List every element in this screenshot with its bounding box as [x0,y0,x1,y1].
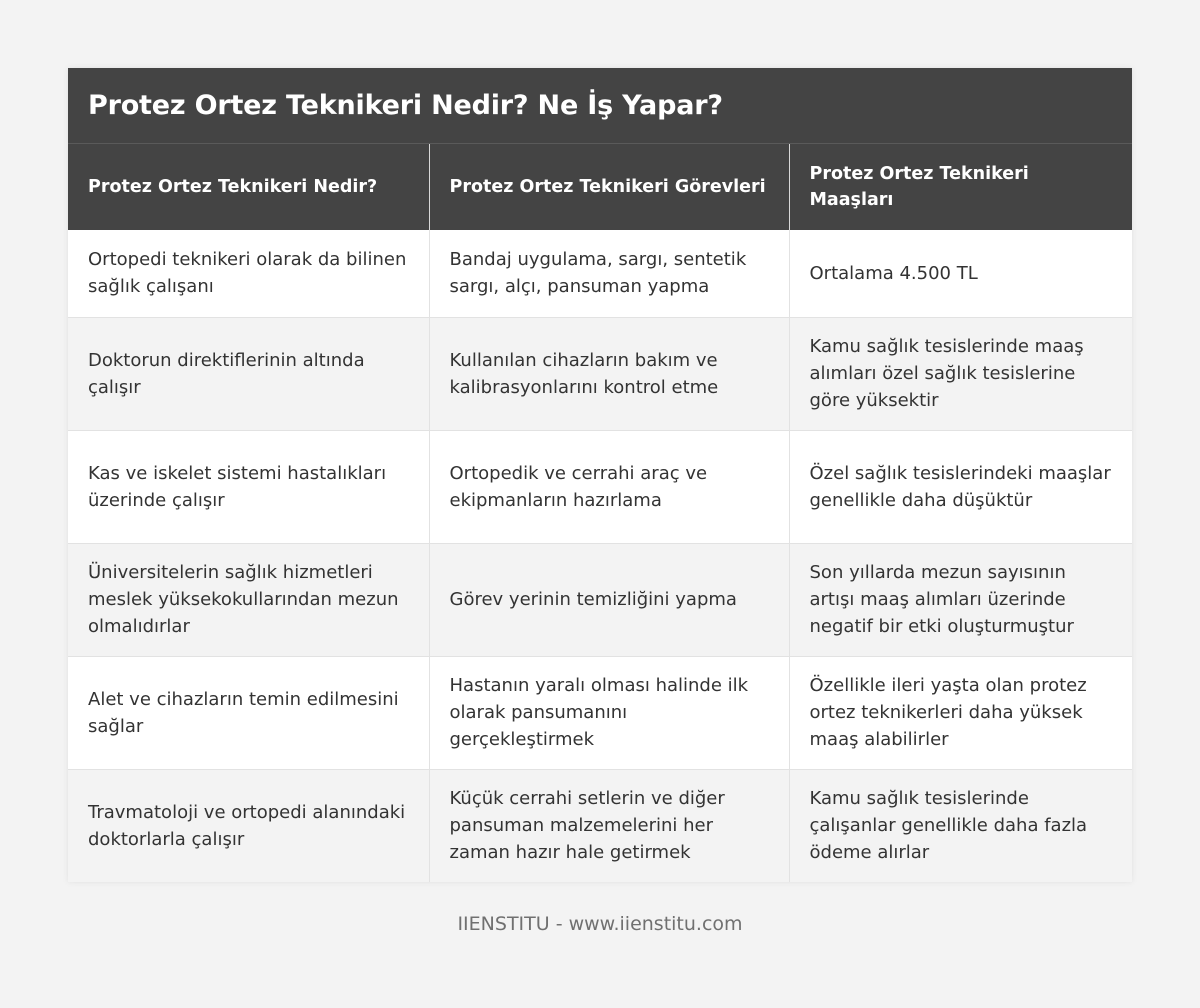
table-cell: Kas ve iskelet sistemi hastalıkları üzerinde çalışır [68,430,429,543]
column-header-salaries: Protez Ortez Teknikeri Maaşları [789,144,1132,230]
table-row [68,430,1132,543]
table-cell: Kullanılan cihazların bakım ve kalibrasyonlarını kontrol etme [429,317,789,430]
table-cell: Üniversitelerin sağlık hizmetleri meslek yüksekokullarından mezun olmalıdırlar [68,543,429,656]
footer-credit: IIENSTITU - www.iienstitu.com [457,913,743,935]
table-row [68,656,1132,769]
table-cell: Alet ve cihazların temin edilmesini sağlar [68,656,429,769]
table-row [68,230,1132,317]
table-row [68,543,1132,656]
table-cell: Özel sağlık tesislerindeki maaşlar genellikle daha düşüktür [789,430,1132,543]
table-cell: Ortopedi teknikeri olarak da bilinen sağlık çalışanı [68,230,429,317]
table-title: Protez Ortez Teknikeri Nedir? Ne İş Yapar? [88,90,723,121]
info-table [68,144,1132,882]
table-cell: Hastanın yaralı olması halinde ilk olarak pansumanını gerçekleştirmek [429,656,789,769]
table-header-row [68,144,1132,230]
table-cell: Ortalama 4.500 TL [789,230,1132,317]
column-header-duties: Protez Ortez Teknikeri Görevleri [429,144,789,230]
table-cell: Özellikle ileri yaşta olan protez ortez teknikerleri daha yüksek maaş alabilirler [789,656,1132,769]
column-header-definition: Protez Ortez Teknikeri Nedir? [68,144,429,230]
table-cell: Son yıllarda mezun sayısının artışı maaş alımları üzerinde negatif bir etki oluşturmuştur [789,543,1132,656]
info-table-card [68,68,1132,882]
table-cell: Bandaj uygulama, sargı, sentetik sargı, alçı, pansuman yapma [429,230,789,317]
table-cell: Küçük cerrahi setlerin ve diğer pansuman malzemelerini her zaman hazır hale getirmek [429,769,789,882]
table-cell: Kamu sağlık tesislerinde çalışanlar genellikle daha fazla ödeme alırlar [789,769,1132,882]
table-cell: Görev yerinin temizliğini yapma [429,543,789,656]
table-row [68,769,1132,882]
table-cell: Doktorun direktiflerinin altında çalışır [68,317,429,430]
table-row [68,317,1132,430]
table-cell: Kamu sağlık tesislerinde maaş alımları özel sağlık tesislerine göre yüksektir [789,317,1132,430]
table-cell: Ortopedik ve cerrahi araç ve ekipmanların hazırlama [429,430,789,543]
table-title-bar [68,68,1132,144]
table-cell: Travmatoloji ve ortopedi alanındaki doktorlarla çalışır [68,769,429,882]
